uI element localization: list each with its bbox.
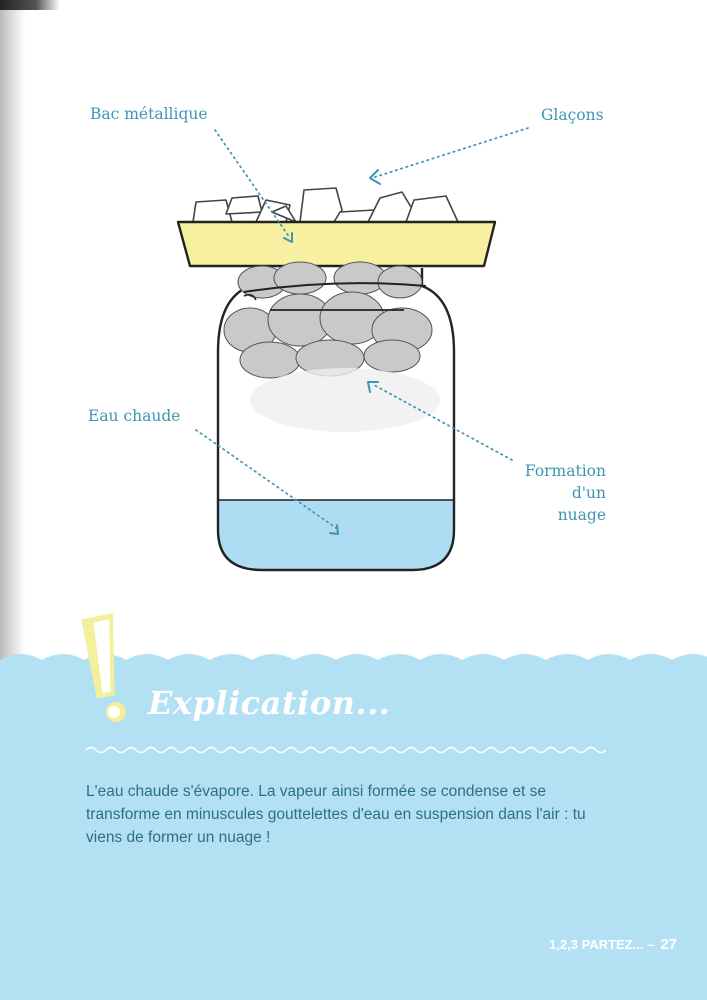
explication-title: Explication... <box>148 684 391 722</box>
wavy-separator <box>86 744 606 756</box>
exclamation-icon <box>72 608 152 728</box>
series-name: 1,2,3 PARTEZ... – <box>549 937 655 952</box>
ice-cubes <box>193 188 458 222</box>
label-eau-chaude: Eau chaude <box>88 407 181 425</box>
metal-tray <box>178 222 495 266</box>
label-formation-line2: d'un nuage <box>557 484 606 524</box>
label-glacons: Glaçons <box>541 106 604 124</box>
explanation-text: L'eau chaude s'évapore. La vapeur ainsi formée se condense et se transforme en minuscules gouttelettes d'eau en suspension dans l'air : tu viens de former un nuage ! <box>86 783 586 846</box>
page-number: 27 <box>660 936 677 953</box>
label-formation-nuage <box>522 460 606 526</box>
page-footer <box>549 936 677 953</box>
label-formation-line1: Formation <box>524 462 606 480</box>
hot-water <box>218 500 454 570</box>
jar <box>218 262 454 570</box>
label-bac-metallique: Bac métallique <box>90 105 208 123</box>
